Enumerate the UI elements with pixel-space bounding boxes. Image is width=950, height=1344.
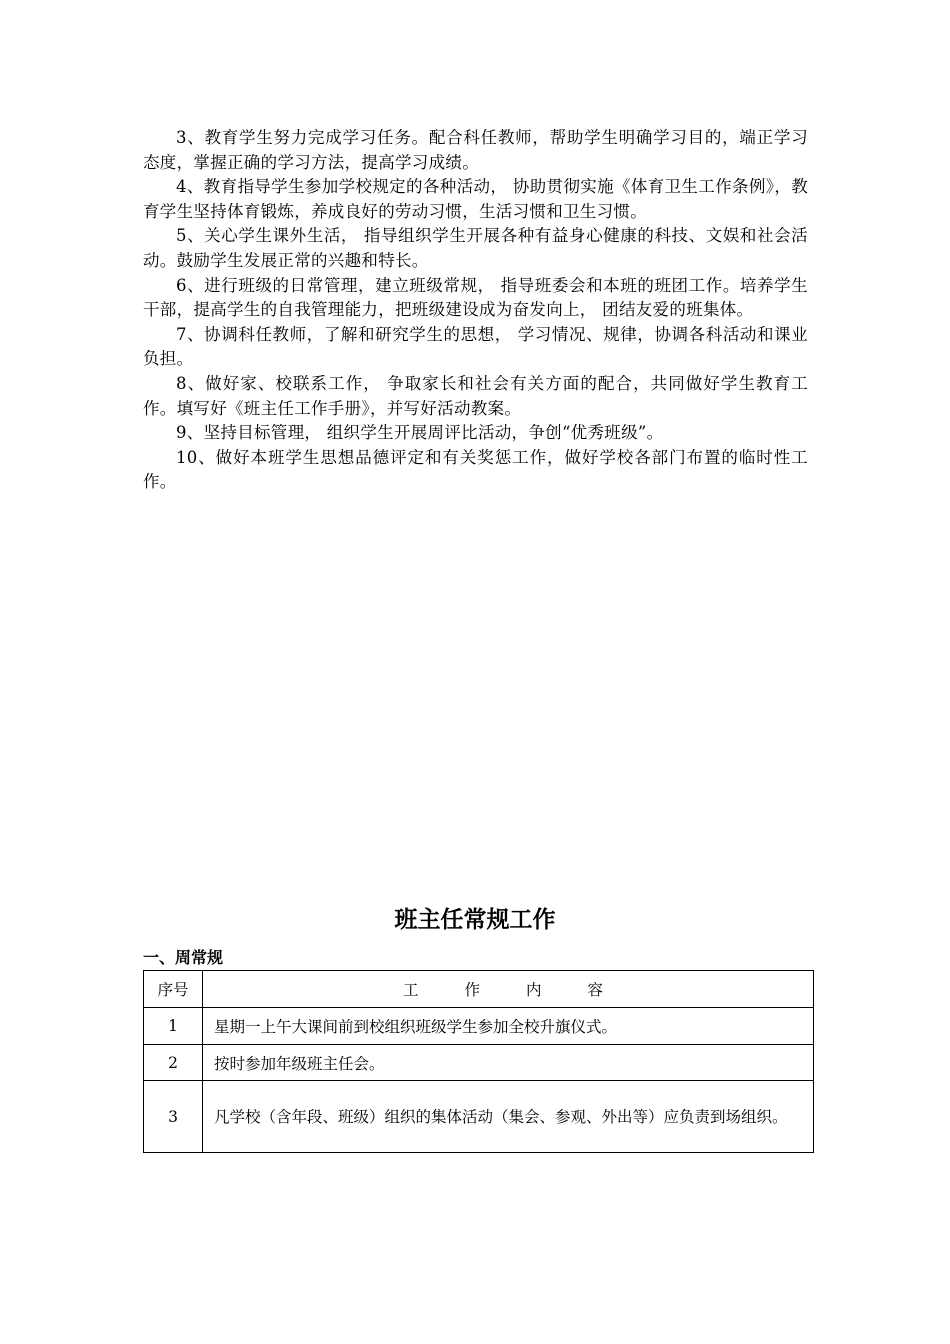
table-row <box>144 1045 814 1081</box>
row-content: 按时参加年级班主任会。 <box>203 1045 814 1081</box>
duty-paragraph-8: 8、做好家、校联系工作， 争取家长和社会有关方面的配合，共同做好学生教育工作。填写好《班主任工作手册》，并写好活动教案。 <box>143 373 808 418</box>
section-heading: 一、周常规 <box>143 948 224 967</box>
duties-list <box>143 126 808 495</box>
duty-paragraph-10: 10、做好本班学生思想品德评定和有关奖惩工作，做好学校各部门布置的临时性工作。 <box>143 447 808 492</box>
duty-paragraph-3: 3、教育学生努力完成学习任务。配合科任教师，帮助学生明确学习目的，端正学习态度，掌握正确的学习方法，提高学习成绩。 <box>143 128 808 172</box>
row-content: 星期一上午大课间前到校组织班级学生参加全校升旗仪式。 <box>203 1008 814 1045</box>
row-number: 1 <box>144 1008 203 1045</box>
duty-paragraph-7: 7、协调科任教师，了解和研究学生的思想， 学习情况、规律，协调各科活动和课业负担。 <box>143 324 808 369</box>
row-number: 3 <box>144 1081 203 1153</box>
row-number: 2 <box>144 1045 203 1081</box>
table-header-row <box>144 971 814 1008</box>
duty-paragraph-4: 4、教育指导学生参加学校规定的各种活动， 协助贯彻实施《体育卫生工作条例》，教育学生坚持体育锻炼，养成良好的劳动习惯，生活习惯和卫生习惯。 <box>143 177 808 221</box>
table-row <box>144 1081 814 1153</box>
duty-paragraph-9: 9、坚持目标管理， 组织学生开展周评比活动，争创“优秀班级”。 <box>176 423 664 443</box>
table-row <box>144 1008 814 1045</box>
page-title: 班主任常规工作 <box>394 907 556 933</box>
row-content: 凡学校（含年段、班级）组织的集体活动（集会、参观、外出等）应负责到场组织。 <box>203 1081 814 1153</box>
header-content: 工作内容 <box>203 971 814 1008</box>
weekly-routine-table <box>143 970 814 1153</box>
header-no: 序号 <box>144 971 203 1008</box>
duty-paragraph-5: 5、关心学生课外生活， 指导组织学生开展各种有益身心健康的科技、文娱和社会活动。鼓励学生发展正常的兴趣和特长。 <box>143 226 808 270</box>
duty-paragraph-6: 6、进行班级的日常管理，建立班级常规， 指导班委会和本班的班团工作。培养学生干部，提高学生的自我管理能力，把班级建设成为奋发向上， 团结友爱的班集体。 <box>143 275 808 320</box>
